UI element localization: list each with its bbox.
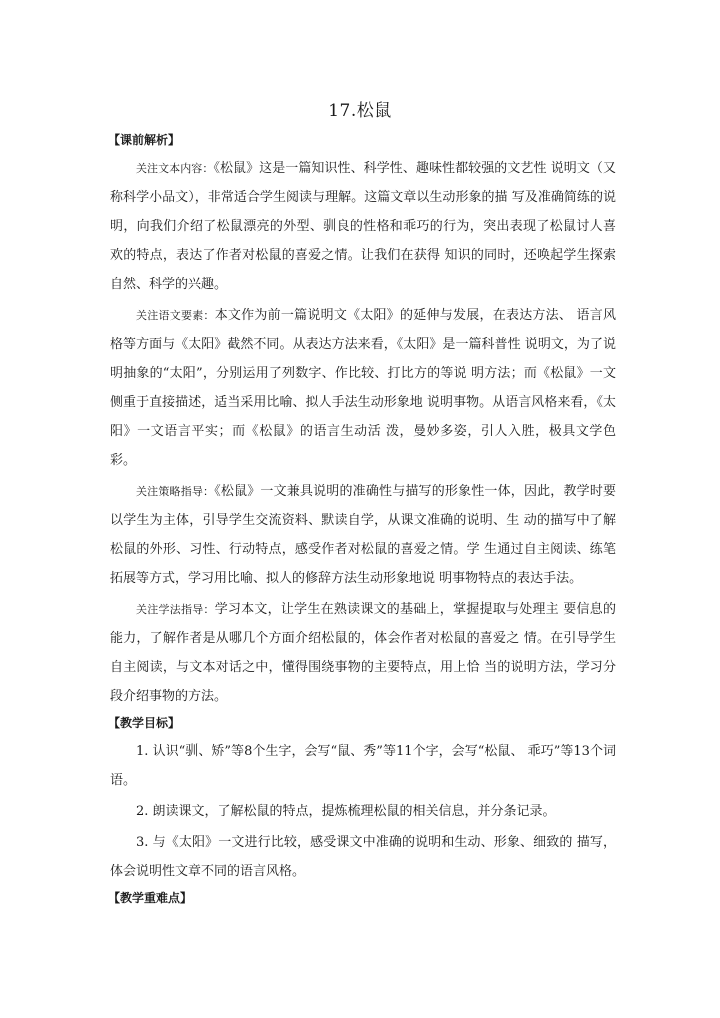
objective-item: 3. 与《太阳》一文进行比较，感受课文中准确的说明和生动、形象、细致的 描写，体会说明性文章不同的语言风格。 (110, 835, 616, 879)
section-heading-objectives: 【教学目标】 (108, 716, 181, 730)
paragraph-body: 本文作为前一篇说明文《太阳》的延伸与发展，在表达方法、 语言风格等方面与《太阳》截然不同。从表达方法来看，《太阳》是一篇科普性 说明文，为了说明抽象的“太阳”，分别运用了列数字、作比较、打比方的等说 明方法；而《松鼠》一文侧重于直接描述，适当采用比喻、拟人手法生动形象地 说明事物。从语言风格来看，《太阳》一文语言平实；而《松鼠》的语言生动活 泼，曼妙多姿，引人入胜，极具文学色彩。 (110, 308, 617, 468)
paragraph-lead: 关注语文要素： (136, 309, 215, 322)
paragraph-language-elements (110, 301, 616, 475)
paragraph-text-content (110, 154, 616, 299)
paragraph-lead: 关注文本内容： (136, 162, 214, 175)
document-body (110, 130, 616, 912)
objective-item: 2. 朗读课文，了解松鼠的特点，提炼梳理松鼠的相关信息，并分条记录。 (136, 804, 556, 819)
paragraph-learning-method (110, 595, 616, 711)
section-heading-pre-analysis: 【课前解析】 (108, 133, 181, 147)
page-title: 17.松鼠 (328, 101, 392, 121)
paragraph-body: 《松鼠》这是一篇知识性、科学性、趣味性都较强的文艺性 说明文（又称科学小品文），非常适合学生阅读与理解。这篇文章以生动形象的描 写及准确简练的说明，向我们介绍了松鼠漂亮的外型、驯良的性格和乖巧的行为，突出表现了松鼠讨人喜欢的特点，表达了作者对松鼠的喜爱之情。让我们在获得 知识的同时，还唤起学生探索自然、科学的兴趣。 (110, 161, 616, 292)
paragraph-lead: 关注学法指导： (136, 603, 215, 616)
section-heading-key-points: 【教学重难点】 (108, 891, 193, 905)
paragraph-lead: 关注策略指导： (136, 485, 215, 498)
paragraph-strategy-guidance (110, 477, 616, 593)
objective-item: 1. 认识“驯、矫”等8个生字，会写“鼠、秀”等11个字，会写“松鼠、 乖巧”等13个词语。 (110, 744, 616, 788)
paragraph-body: 《松鼠》一文兼具说明的准确性与描写的形象性一体，因此，教学时要以学生为主体，引导学生交流资料、默读自学，从课文准确的说明、生 动的描写中了解松鼠的外形、习性、行动特点，感受作者对松鼠的喜爱之情。学 生通过自主阅读、练笔拓展等方式，学习用比喻、拟人的修辞方法生动形象地说 明事物特点的表达手法。 (110, 484, 616, 586)
paragraph-body: 学习本文，让学生在熟读课文的基础上，掌握提取与处理主 要信息的能力，了解作者是从哪几个方面介绍松鼠的，体会作者对松鼠的喜爱之 情。在引导学生自主阅读，与文本对话之中，懂得围绕事物的主要特点，用上恰 当的说明方法，学习分段介绍事物的方法。 (110, 602, 617, 704)
